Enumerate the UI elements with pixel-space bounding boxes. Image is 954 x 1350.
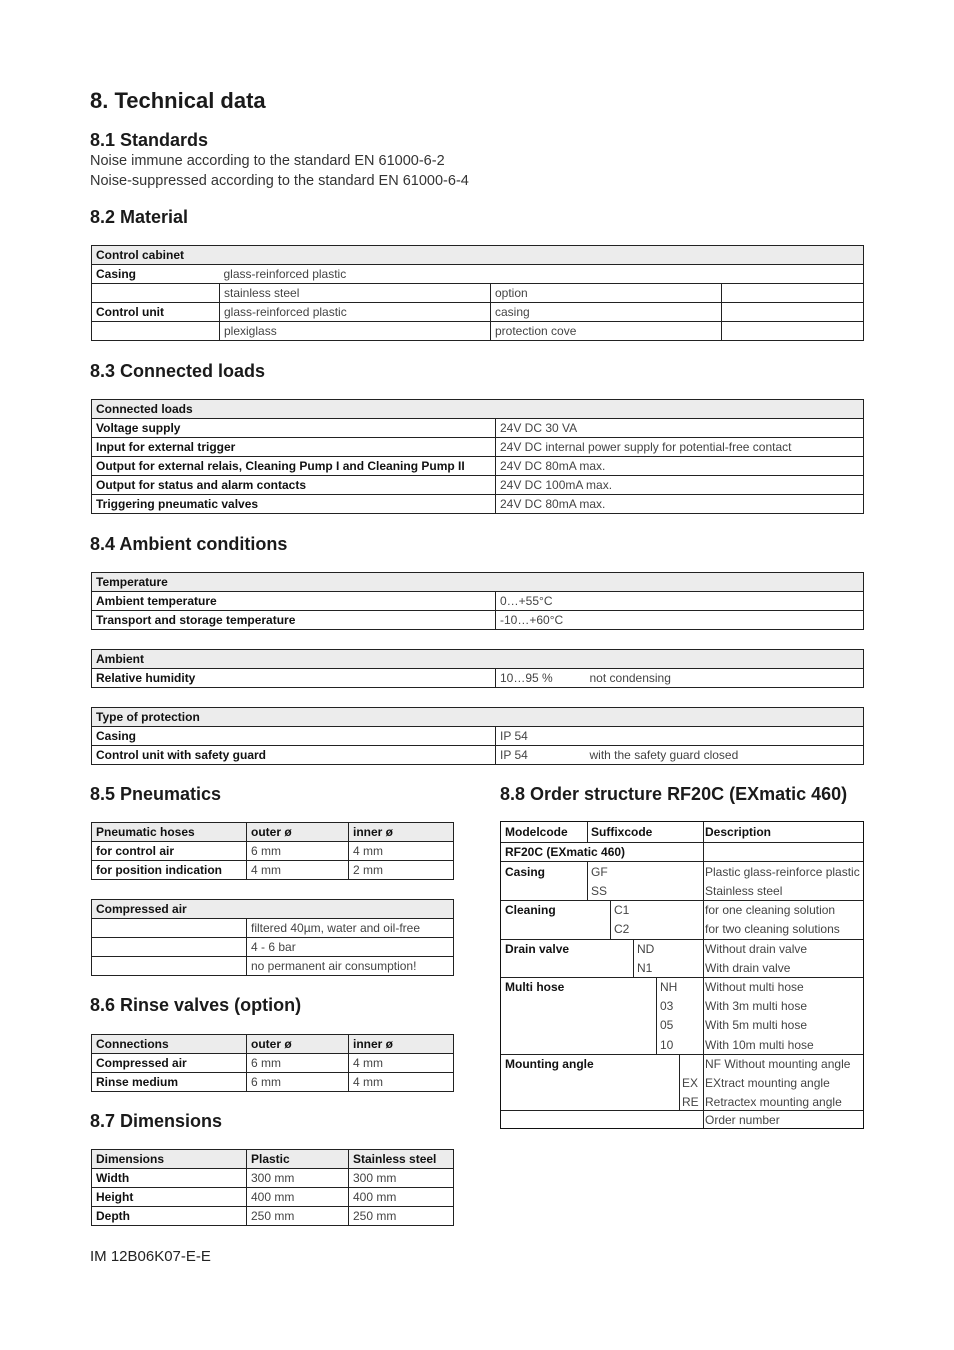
table-row: 4 - 6 bar <box>92 938 454 957</box>
standards-heading: 8.1 Standards <box>90 130 209 150</box>
table-row: Rinse medium 6 mm 4 mm <box>92 1073 454 1092</box>
table-header: Ambient <box>92 650 864 669</box>
temperature-table <box>91 572 864 630</box>
ambient-table <box>91 649 864 688</box>
table-row: stainless steel option <box>92 284 864 303</box>
table-row: for control air 6 mm 4 mm <box>92 842 454 861</box>
table-row: Casing glass-reinforced plastic <box>92 265 864 284</box>
model-code: RF20C (EXmatic 460) <box>505 845 626 859</box>
table-row: Triggering pneumatic valves 24V DC 80mA max. <box>92 495 864 514</box>
table-row: Control unit glass-reinforced plastic casing <box>92 303 864 322</box>
table-row: Width 300 mm 300 mm <box>92 1169 454 1188</box>
pneumatics-heading: 8.5 Pneumatics <box>90 784 222 804</box>
col-modelcode: Modelcode <box>505 825 568 839</box>
table-row: Casing IP 54 <box>92 727 864 746</box>
table-row: filtered 40µm, water and oil-free <box>92 919 454 938</box>
table-row: for position indication 4 mm 2 mm <box>92 861 454 880</box>
cleaning-label: Cleaning <box>505 903 556 917</box>
mounting-label: Mounting angle <box>505 1057 594 1071</box>
table-row: Input for external trigger 24V DC internal power supply for potential-free contact <box>92 438 864 457</box>
rinse-table: Connections outer ø inner ø Compressed air 6 mm 4 mm Rinse medium 6 mm 4 mm <box>91 1034 454 1092</box>
table-header: Control cabinet <box>92 246 864 265</box>
table-row: no permanent air consumption! <box>92 957 454 976</box>
table-row: Output for status and alarm contacts 24V DC 100mA max. <box>92 476 864 495</box>
material-table <box>91 245 864 341</box>
standards-line: Noise immune according to the standard EN 61000-6-2 <box>90 153 445 169</box>
col-suffixcode: Suffixcode <box>591 825 653 839</box>
table-row: Depth 250 mm 250 mm <box>92 1207 454 1226</box>
table-row: Compressed air 6 mm 4 mm <box>92 1054 454 1073</box>
table-header: Compressed air <box>92 900 454 919</box>
dimensions-heading: 8.7 Dimensions <box>90 1111 223 1131</box>
loads-heading: 8.3 Connected loads <box>90 361 266 381</box>
table-header: Type of protection <box>92 708 864 727</box>
standards-line: Noise-suppressed according to the standard EN 61000-6-4 <box>90 173 469 189</box>
table-row: Transport and storage temperature -10…+60°C <box>92 611 864 630</box>
material-heading: 8.2 Material <box>90 207 189 227</box>
table-header: Connected loads <box>92 400 864 419</box>
table-row: Output for external relais, Cleaning Pump I and Cleaning Pump II 24V DC 80mA max. <box>92 457 864 476</box>
dimensions-table: Dimensions Plastic Stainless steel Width 300 mm 300 mm Height 400 mm 400 mm Depth 250 mm 250 mm <box>91 1149 454 1226</box>
table-row: Relative humidity 10…95 % not condensing <box>92 669 864 688</box>
order-number-label: Order number <box>705 1113 780 1127</box>
hoses-table: Pneumatic hoses outer ø inner ø for control air 6 mm 4 mm for position indication 4 mm 2 mm <box>91 822 454 880</box>
compressed-air-table <box>91 899 454 976</box>
multihose-label: Multi hose <box>505 980 565 994</box>
page-title: 8. Technical data <box>90 88 266 113</box>
order-heading: 8.8 Order structure RF20C (EXmatic 460) <box>500 784 848 804</box>
table-row: plexiglass protection cove <box>92 322 864 341</box>
loads-table <box>91 399 864 514</box>
document-id: IM 12B06K07-E-E <box>90 1248 211 1265</box>
table-row: Control unit with safety guard IP 54 with the safety guard closed <box>92 746 864 765</box>
protection-table <box>91 707 864 765</box>
table-row: Height 400 mm 400 mm <box>92 1188 454 1207</box>
col-description: Description <box>705 825 772 839</box>
ambient-heading: 8.4 Ambient conditions <box>90 534 288 554</box>
rinse-heading: 8.6 Rinse valves (option) <box>90 995 302 1015</box>
table-row: Ambient temperature 0…+55°C <box>92 592 864 611</box>
order-structure-table: Modelcode Suffixcode Description RF20C (EXmatic 460) Casing GF SS Plastic glass-reinforce plastic Stainless steel Cleaning C1 C2 for one cleaning solution for two cleaning solutions Drain valve ND N1 Without drain valve With drain valve Multi hose NH 03 05 10 Without multi hose With 3m multi hose With 5m multi hose With 10m multi hose Mounting angle EX RE NF Without mounting angle EXtract mounting angle Retractex mounting angle Order number <box>500 821 864 1129</box>
table-header: Temperature <box>92 573 864 592</box>
casing-label: Casing <box>505 865 546 879</box>
table-row: Voltage supply 24V DC 30 VA <box>92 419 864 438</box>
drain-label: Drain valve <box>505 942 570 956</box>
